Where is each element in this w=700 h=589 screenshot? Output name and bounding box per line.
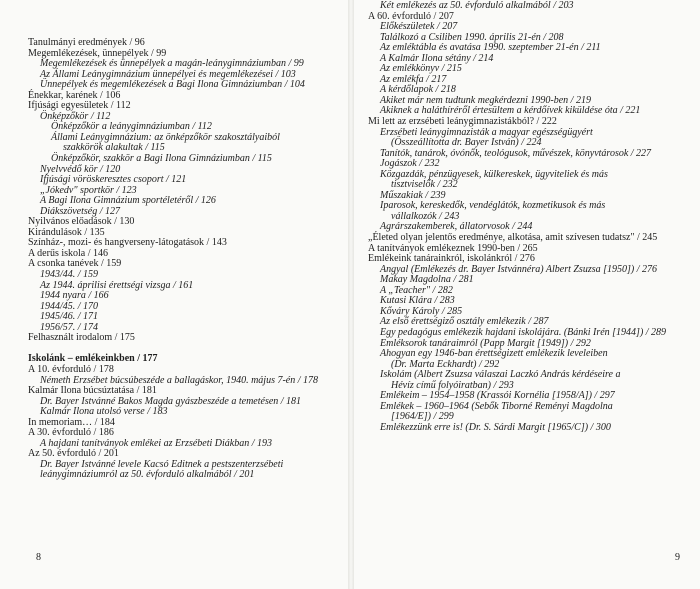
toc-entry: Önképzőkör, szakkör a Bagi Ilona Gimnáziumban / 115 xyxy=(51,153,272,165)
toc-entry: In memoriam… / 184 xyxy=(28,416,115,428)
page-number-right: 9 xyxy=(675,552,680,563)
toc-entry: Ifjúsági egyesületek / 112 xyxy=(28,100,131,112)
toc-entry: Erzsébeti leánygimnazisták a magyar egészségügyért xyxy=(380,126,593,138)
toc-entry: Emlékeink tanárainkról, iskolánkról / 276 xyxy=(368,253,535,265)
toc-entry: Emlékezzünk erre is! (Dr. S. Sárdi Margit [1965/C]) / 300 xyxy=(380,421,611,433)
toc-entry: Jogászok / 232 xyxy=(380,158,440,170)
toc-entry: Az 1944. áprilisi érettségi vizsga / 161 xyxy=(40,279,194,291)
toc-entry: Kirándulások / 135 xyxy=(28,226,105,238)
toc-entry: A 10. évforduló / 178 xyxy=(28,364,114,375)
toc-entry: Dr. Bayer Istvánné Bakos Magda gyászbeszéde a temetésen / 181 xyxy=(40,395,302,407)
toc-entry: A Kalmár Ilona sétány / 214 xyxy=(380,52,494,64)
toc-entry: Kutasi Klára / 283 xyxy=(380,295,455,307)
toc-entry: Nyelvvédő kör / 120 xyxy=(40,163,121,175)
toc-entry: (Összeállította dr. Bayer István) / 224 xyxy=(391,137,542,149)
toc-entry: Ahogyan egy 1946-ban érettségizett emlékezik leveleiben xyxy=(380,348,608,360)
left-page xyxy=(0,0,348,589)
toc-entry: Tanulmányi eredmények / 96 xyxy=(28,37,145,48)
toc-entry: Akiket már nem tudtunk megkérdezni 1990-ben / 219 xyxy=(380,94,591,106)
toc-entry: A Bagi Ilona Gimnázium sportéletéről / 126 xyxy=(40,195,216,207)
toc-entry: Állami Leánygimnázium: az önképzőkör szakosztályaiból xyxy=(51,131,280,143)
toc-entry: tisztviselők / 232 xyxy=(391,179,458,191)
toc-entry: Ifjúsági vöröskeresztes csoport / 121 xyxy=(40,174,187,186)
toc-entry: 1944/45. / 170 xyxy=(40,300,99,312)
toc-entry: Az Állami Leánygimnázium ünnepélyei és megemlékezései / 103 xyxy=(40,68,296,80)
toc-entry: A kérdőlapok / 218 xyxy=(380,84,456,96)
toc-list-right xyxy=(368,1,688,433)
toc-entry: 1945/46. / 171 xyxy=(40,311,99,323)
toc-entry: 1944 nyara / 166 xyxy=(40,290,109,302)
toc-entry: Előkészületek / 207 xyxy=(380,21,458,33)
toc-entry: Közgazdák, pénzügyesek, külkereskek, ügyviteliek és más xyxy=(380,168,608,180)
toc-entry: Kőváry Károly / 285 xyxy=(380,305,463,317)
toc-entry: Az 50. évforduló / 201 xyxy=(28,448,119,460)
toc-entry: Iparosok, kereskedők, vendéglátók, kozmetikusok és más xyxy=(380,200,606,212)
page-number-left: 8 xyxy=(36,552,41,563)
toc-entry: Kalmár Ilona utolsó verse / 183 xyxy=(40,406,168,418)
toc-entry: A „Teacher" / 282 xyxy=(380,284,453,296)
toc-entry: Énekkar, karének / 106 xyxy=(28,89,121,101)
toc-entry: Emlékek – 1960–1964 (Sebők Tiborné Reményi Magdolna xyxy=(380,400,613,412)
toc-entry: A hajdani tanítványok emlékei az Erzsébeti Diákban / 193 xyxy=(40,437,272,449)
toc-entry: A 60. évforduló / 207 xyxy=(368,10,454,22)
toc-entry: [1964/E]) / 299 xyxy=(391,411,454,423)
toc-entry: 1943/44. / 159 xyxy=(40,269,99,281)
toc-entry: Önképzőkör a leánygimnáziumban / 112 xyxy=(51,121,212,133)
toc-entry: Az első érettségiző osztály emlékezik / 287 xyxy=(380,316,549,328)
right-page xyxy=(354,0,700,589)
toc-entry: vállalkozók / 243 xyxy=(391,210,460,222)
toc-entry: „Életed olyan jelentős eredménye, alkotása, amit szívesen tudatsz" / 245 xyxy=(368,232,658,244)
toc-entry: Felhasznált irodalom / 175 xyxy=(28,332,135,344)
toc-entry: Hévíz című folyóiratban) / 293 xyxy=(391,379,514,391)
toc-entry: A tanítványok emlékeznek 1990-ben / 265 xyxy=(368,242,538,254)
toc-entry: Tanítók, tanárok, óvónők, teológusok, művészek, könyvtárosok / 227 xyxy=(380,147,652,159)
toc-list-left xyxy=(28,38,340,481)
toc-entry: Akiknek a haláthíréről értesültem a kérdőívek kiküldése óta / 221 xyxy=(380,105,641,117)
toc-entry: Emlékeim – 1954–1958 (Krassói Kornélia [1958/A]) / 297 xyxy=(380,390,615,402)
toc-entry: Az emlékfa / 217 xyxy=(380,73,447,85)
toc-entry: A csonka tanévek / 159 xyxy=(28,258,122,270)
toc-entry: A 30. évforduló / 186 xyxy=(28,427,114,439)
toc-entry: Műszakiak / 239 xyxy=(380,189,446,201)
toc-section-heading: Iskolánk – emlékeinkben / 177 xyxy=(28,353,158,365)
toc-entry: Makay Magdolna / 281 xyxy=(380,274,474,286)
toc-entry: (Dr. Marta Eckhardt) / 292 xyxy=(391,358,500,370)
toc-entry: Agrárszakemberek, állatorvosok / 244 xyxy=(380,221,533,233)
toc-entry: Iskolám (Albert Zsuzsa válaszai Laczkó András kérdéseire a xyxy=(380,369,621,381)
toc-entry: leánygimnáziumról az 50. évforduló alkalmából / 201 xyxy=(40,469,255,481)
toc-entry: Németh Erzsébet búcsúbeszéde a ballagáskor, 1940. május 7-én / 178 xyxy=(40,374,319,386)
toc-entry: szakkörök alakultak / 115 xyxy=(63,142,165,154)
toc-entry: Két emlékezés az 50. évforduló alkalmából / 203 xyxy=(380,0,574,11)
toc-entry: Önképzőkör / 112 xyxy=(40,110,111,122)
toc-entry: Angyal (Emlékezés dr. Bayer Istvánnéra) Albert Zsuzsa [1950]) / 276 xyxy=(380,263,658,275)
toc-entry: Emléksorok tanáraimról (Papp Margit [1949]) / 292 xyxy=(380,337,591,349)
toc-entry: Kalmár Ilona búcsúztatása / 181 xyxy=(28,385,157,397)
toc-entry: A derűs iskola / 146 xyxy=(28,247,108,259)
toc-entry: Megemlékezések, ünnepélyek / 99 xyxy=(28,47,167,59)
toc-entry: Az emlékkönyv / 215 xyxy=(380,63,462,75)
toc-entry: Nyilvános előadások / 130 xyxy=(28,216,135,228)
toc-entry: Egy pedagógus emlékezik hajdani iskolájára. (Bánki Irén [1944]) / 289 xyxy=(380,326,667,338)
toc-entry: Diákszövetség / 127 xyxy=(40,205,120,217)
toc-entry: Dr. Bayer Istvánné levele Kacsó Editnek a pestszenterzsébeti xyxy=(40,458,284,470)
toc-entry: „Jókedv" sportkör / 123 xyxy=(40,184,137,196)
toc-entry: Találkozó a Csiliben 1990. április 21-én / 208 xyxy=(380,31,564,43)
toc-entry: Színház-, mozi- és hangverseny-látogatások / 143 xyxy=(28,237,227,249)
toc-entry: Mi lett az erzsébeti leánygimnazistákból? / 222 xyxy=(368,116,557,128)
toc-entry: Az emléktábla és avatása 1990. szeptember 21-én / 211 xyxy=(380,42,601,54)
toc-entry: Ünnepélyek és megemlékezések a Bagi Ilona Gimnáziumban / 104 xyxy=(40,79,305,91)
toc-entry: 1956/57. / 174 xyxy=(40,321,99,333)
toc-entry: Megemlékezések és ünnepélyek a magán-leánygimnáziumban / 99 xyxy=(40,58,304,70)
